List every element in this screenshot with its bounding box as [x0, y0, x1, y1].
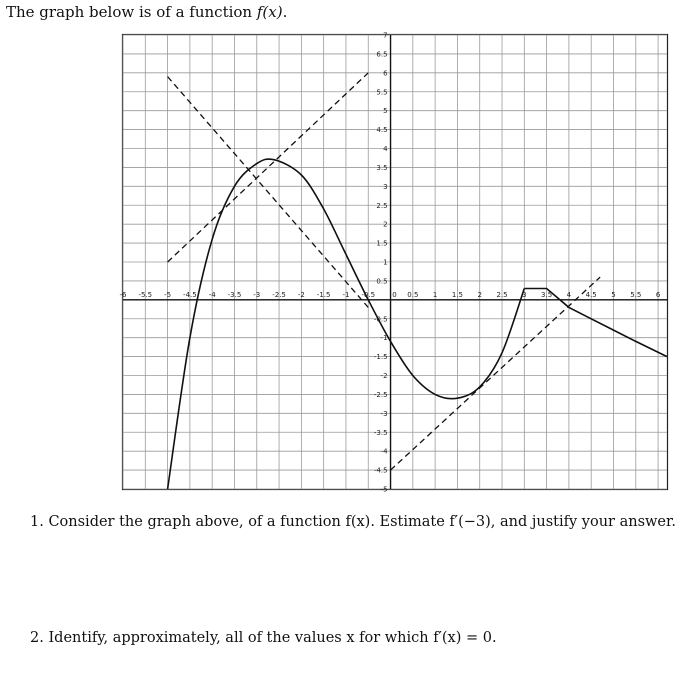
y-tick-label: -3.5: [373, 428, 388, 437]
x-tick-label: 6: [655, 290, 661, 299]
x-tick-label: -3.5: [227, 290, 242, 299]
y-tick-label: 5: [383, 107, 388, 116]
y-tick-label: 3: [383, 182, 388, 191]
question-1-number: 1.: [30, 514, 44, 530]
x-tick-label: -3: [253, 290, 261, 299]
y-tick-label: -2: [380, 372, 388, 380]
question-2: [30, 628, 497, 648]
x-tick-label: -2: [297, 290, 305, 299]
y-tick-label: -5: [380, 485, 388, 494]
intro-math: f(x): [256, 3, 283, 21]
x-tick-label: -2.5: [272, 290, 286, 299]
x-tick-label: 0: [392, 290, 397, 299]
y-tick-label: -4.5: [373, 466, 388, 475]
y-tick-label: -3: [380, 409, 388, 418]
y-tick-label: 4.5: [376, 126, 388, 135]
y-tick-label: 7: [383, 31, 388, 40]
y-tick-label: 6.5: [376, 50, 388, 59]
y-tick-label: 3.5: [376, 163, 388, 172]
x-tick-label: 2.5: [496, 290, 508, 299]
y-tick-label: -1: [380, 334, 388, 343]
x-tick-label: -6: [119, 290, 127, 299]
y-tick-label: 1: [383, 258, 388, 267]
x-tick-label: -1.5: [316, 290, 331, 299]
y-tick-label: -0.5: [373, 315, 388, 324]
x-tick-label: 4.5: [585, 290, 597, 299]
question-1-text: Consider the graph above, of a function f(x). Estimate f′(−3), and justify your answer.: [48, 514, 676, 530]
y-tick-label: -1.5: [373, 353, 388, 362]
x-tick-label: 5: [611, 290, 616, 299]
x-tick-label: 1.5: [451, 290, 463, 299]
intro-period: .: [282, 3, 288, 21]
x-tick-label: 3.5: [541, 290, 553, 299]
y-tick-label: 4: [383, 145, 388, 153]
y-tick-label: 6: [383, 69, 388, 78]
x-tick-label: 3: [522, 290, 527, 299]
x-tick-label: 2: [477, 290, 482, 299]
x-tick-label: -0.5: [361, 290, 376, 299]
graph-svg: [119, 31, 668, 494]
question-2-text: Identify, approximately, all of the values x for which f′(x) = 0.: [48, 630, 497, 646]
y-tick-label: 2.5: [376, 201, 388, 210]
intro-text: The graph below is of a function: [6, 3, 257, 21]
function-graph: [119, 31, 668, 494]
y-tick-label: 1.5: [376, 239, 388, 248]
x-tick-label: 0.5: [407, 290, 419, 299]
x-tick-label: -5.5: [138, 290, 153, 299]
x-tick-label: -1: [342, 290, 350, 299]
y-tick-label: 2: [383, 220, 388, 229]
x-tick-label: 1: [432, 290, 438, 299]
x-tick-label: 4: [566, 290, 572, 299]
y-tick-label: -4: [380, 447, 388, 456]
x-tick-label: -4: [208, 290, 216, 299]
y-tick-label: 0.5: [376, 277, 388, 286]
y-tick-label: -2.5: [373, 390, 388, 399]
x-tick-label: -4.5: [183, 290, 197, 299]
intro-sentence: [6, 2, 287, 22]
x-tick-label: 5.5: [630, 290, 642, 299]
question-1: [30, 512, 676, 532]
question-2-number: 2.: [30, 630, 44, 646]
x-tick-label: -5: [164, 290, 172, 299]
y-tick-label: 5.5: [376, 88, 388, 97]
